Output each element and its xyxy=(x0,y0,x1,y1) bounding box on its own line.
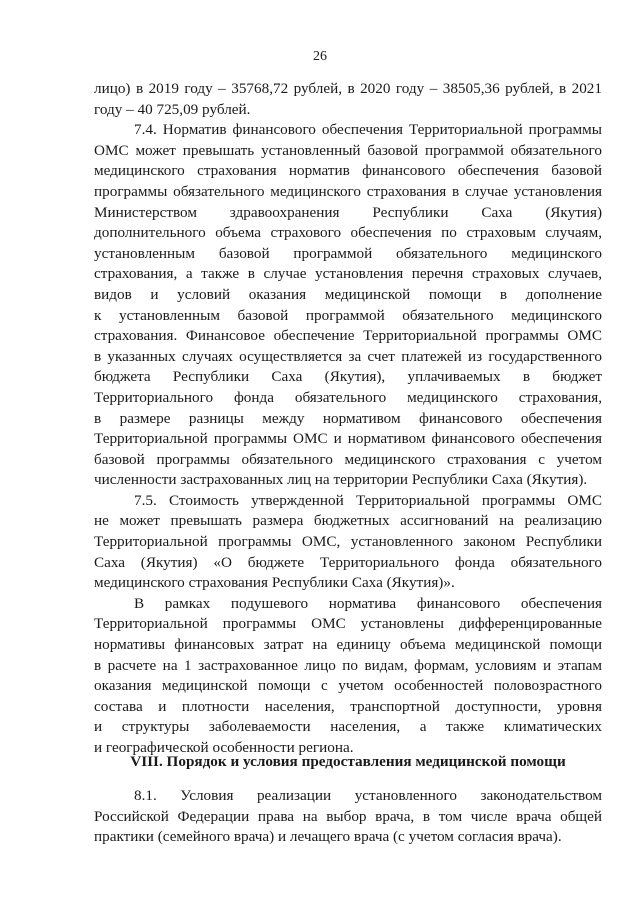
text-line: в размере разницы между нормативом финансового обеспечения xyxy=(94,409,602,427)
text-line: 7.4. Норматив финансового обеспечения Территориальной программы xyxy=(134,121,602,139)
text-line: Российской Федерации права на выбор врача, в том числе врача общей xyxy=(94,807,602,825)
body-text xyxy=(94,79,602,759)
text-line: 8.1. Условия реализации установленного законодательством xyxy=(134,787,602,804)
text-line: нормативы финансовых затрат на единицу объема медицинской помощи xyxy=(94,636,602,654)
text-line: не может превышать размера бюджетных ассигнований на реализацию xyxy=(94,512,602,530)
text-line: медицинского страхования норматив финансового обеспечения базовой xyxy=(94,162,602,180)
text-line: практики (семейного врача) и лечащего врача (с учетом согласия врача). xyxy=(94,828,562,846)
text-line: Саха (Якутия) «О бюджете Территориального фонда обязательного xyxy=(94,553,602,571)
text-line: бюджета Республики Саха (Якутия), уплачиваемых в бюджет xyxy=(94,368,602,386)
text-line: и структуры заболеваемости населения, а также климатических xyxy=(94,718,602,736)
text-line: Территориальной программы ОМС установлены дифференцированные xyxy=(94,615,602,633)
section-heading: VIII. Порядок и условия предоставления медицинской помощи xyxy=(130,753,566,770)
text-line: страхования. Финансовое обеспечение Территориальной программы ОМС xyxy=(94,327,602,345)
text-line: 7.5. Стоимость утвержденной Территориальной программы ОМС xyxy=(134,491,602,509)
text-line: базовой программы обязательного медицинского страхования с учетом xyxy=(94,450,602,468)
section-8-1-text xyxy=(94,786,602,848)
text-line: в указанных случаях осуществляется за счет платежей из государственного xyxy=(94,347,602,365)
text-line: оказания медицинской помощи с учетом особенностей половозрастного xyxy=(94,677,602,695)
text-line: В рамках подушевого норматива финансового обеспечения xyxy=(134,594,602,612)
text-line: программы обязательного медицинского страхования в случае установления xyxy=(94,182,602,200)
text-line: численности застрахованных лиц на территории Республики Саха (Якутия). xyxy=(94,471,588,489)
text-line: Министерством здравоохранения Республики Саха (Якутия) xyxy=(94,203,602,221)
page-number: 26 xyxy=(313,49,327,64)
text-line: страхования, а также в случае установления перечня страховых случаев, xyxy=(94,265,602,283)
text-line: лицо) в 2019 году – 35768,72 рублей, в 2020 году – 38505,36 рублей, в 2021 xyxy=(94,80,602,97)
text-line: Территориальной программы ОМС и нормативом финансового обеспечения xyxy=(94,430,602,448)
text-line: дополнительного объема страхового обеспечения по страховым случаям, xyxy=(94,224,602,242)
text-line: году – 40 725,09 рублей. xyxy=(94,100,251,118)
text-line: ОМС может превышать установленный базовой программой обязательного xyxy=(94,141,602,159)
text-line: Территориального фонда обязательного медицинского страхования, xyxy=(94,388,602,406)
text-line: Территориальной программы ОМС, установленного законом Республики xyxy=(94,533,602,551)
text-line: медицинского страхования Республики Саха (Якутия)». xyxy=(94,574,455,592)
text-line: и географической особенности региона. xyxy=(94,739,354,756)
text-line: видов и условий оказания медицинской помощи в дополнение xyxy=(94,285,602,303)
text-line: установленным базовой программой обязательного медицинского xyxy=(94,244,602,262)
text-line: к установленным базовой программой обязательного медицинского xyxy=(94,306,602,324)
text-line: состава и плотности населения, транспортной доступности, уровня xyxy=(94,697,602,715)
text-line: в расчете на 1 застрахованное лицо по видам, формам, условиям и этапам xyxy=(94,656,602,674)
